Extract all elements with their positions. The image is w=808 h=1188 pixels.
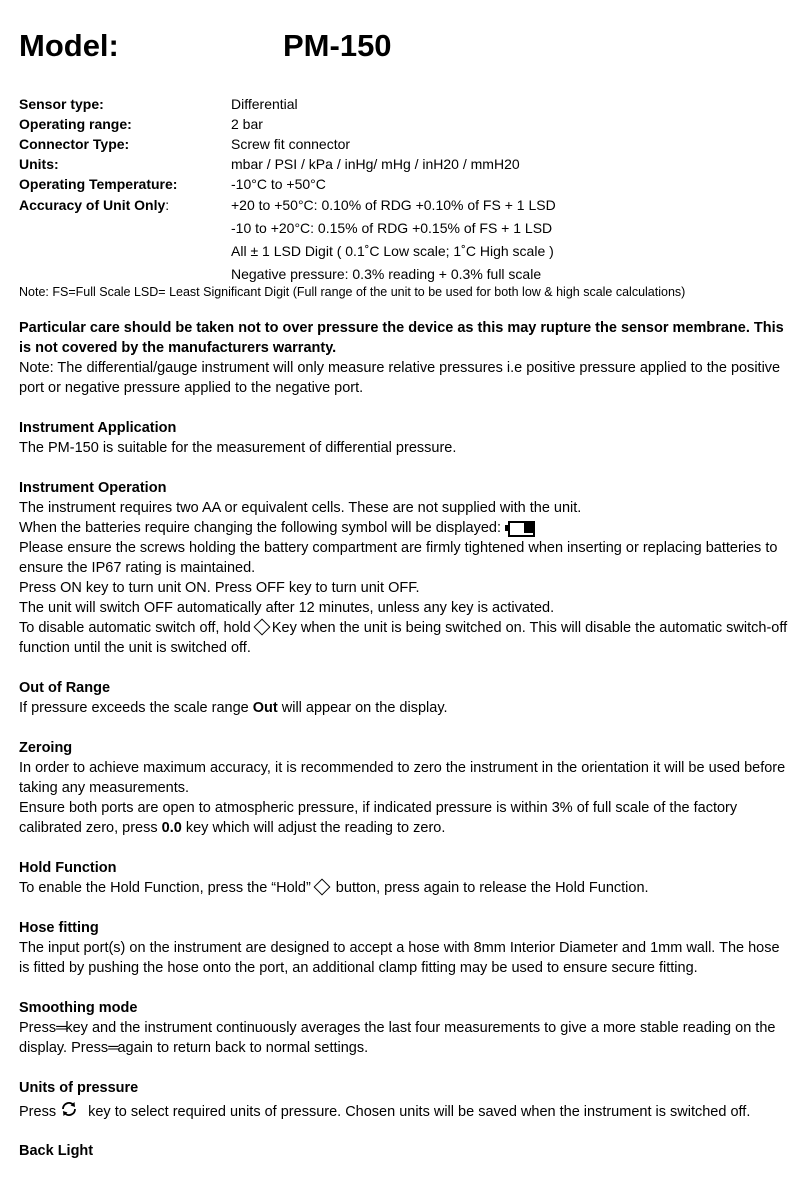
paragraph	[19, 518, 794, 538]
warning-text: Particular care should be taken not to over pressure the device as this may rupture the sensor membrane. This is not covered by the manufacturers warranty.	[19, 320, 784, 356]
spec-value: +20 to +50°C: 0.10% of RDG +0.10% of FS + 1 LSD	[231, 197, 556, 213]
model-value: PM-150	[283, 28, 392, 63]
text-span: key which will adjust the reading to zero.	[181, 820, 446, 836]
section-heading: Out of Range	[19, 680, 111, 696]
spec-value: -10 to +20°C: 0.15% of RDG +0.15% of FS + 1 LSD	[231, 220, 553, 236]
text-span: To enable the Hold Function, press the “Hold”	[19, 880, 311, 896]
equals-key-icon: ═	[108, 1040, 118, 1056]
text-span: When the batteries require changing the following symbol will be displayed:	[19, 520, 501, 536]
paragraph	[19, 1102, 794, 1122]
diamond-key-icon	[253, 619, 270, 636]
text-span: button, press again to release the Hold Function.	[331, 880, 649, 896]
spec-label: Connector Type:	[19, 136, 130, 152]
spec-row	[19, 217, 794, 240]
cycle-key-icon	[60, 1100, 78, 1118]
spec-value: Negative pressure: 0.3% reading + 0.3% full scale	[231, 266, 542, 282]
spec-value: mbar / PSI / kPa / inHg/ mHg / inH20 / mmH20	[231, 156, 520, 172]
spec-row	[19, 240, 794, 263]
spec-value: Screw fit connector	[231, 136, 351, 152]
manual-body	[19, 318, 794, 1161]
equals-key-icon: ═	[56, 1020, 66, 1036]
paragraph	[19, 878, 794, 898]
spec-value: Differential	[231, 96, 298, 112]
text-span: key and the instrument continuously averages the last four measurements to give a more stable reading on the display. Press	[19, 1020, 776, 1056]
spec-label: Sensor type:	[19, 96, 104, 112]
spec-row	[19, 154, 794, 174]
spec-row	[19, 194, 794, 217]
section-heading: Hose fitting	[19, 920, 99, 936]
paragraph	[19, 698, 794, 718]
paragraph: In order to achieve maximum accuracy, it is recommended to zero the instrument in the orientation it will be used before taking any measurements.	[19, 760, 786, 796]
spec-label-colon: :	[165, 197, 170, 213]
text-span: To disable automatic switch off, hold	[19, 620, 251, 636]
paragraph: The unit will switch OFF automatically after 12 minutes, unless any key is activated.	[19, 600, 555, 616]
section-heading: Back Light	[19, 1143, 94, 1159]
section-heading: Smoothing mode	[19, 1000, 138, 1016]
text-span: will appear on the display.	[277, 700, 448, 716]
diamond-key-icon	[313, 879, 330, 896]
bold-text: Out	[252, 700, 278, 716]
section-heading: Instrument Operation	[19, 480, 167, 496]
spec-label: Units:	[19, 156, 59, 172]
text-span: Press	[19, 1020, 57, 1036]
spec-label: Operating Temperature:	[19, 176, 178, 192]
spec-label-text: Accuracy of Unit Only	[19, 197, 166, 213]
paragraph: Press ON key to turn unit ON. Press OFF key to turn unit OFF.	[19, 580, 420, 596]
text-span: Ensure both ports are open to atmospheric pressure, if indicated pressure is within 3% of full scale of the factory calibrated zero, press	[19, 800, 738, 836]
spec-value: -10°C to +50°C	[231, 176, 326, 192]
paragraph: Please ensure the screws holding the battery compartment are firmly tightened when inserting or replacing batteries to ensure the IP67 rating is maintained.	[19, 540, 778, 576]
page-title	[19, 26, 392, 66]
low-battery-icon	[505, 521, 535, 535]
paragraph	[19, 618, 794, 658]
text-span: If pressure exceeds the scale range	[19, 700, 253, 716]
warning-note: Note: The differential/gauge instrument will only measure relative pressures i.e positive pressure applied to the positive port or negative pressure applied to the negative port.	[19, 360, 781, 396]
spec-table	[19, 94, 794, 286]
section-heading: Zeroing	[19, 740, 73, 756]
spec-row	[19, 134, 794, 154]
section-heading: Hold Function	[19, 860, 117, 876]
spec-label: Operating range:	[19, 116, 132, 132]
spec-value: 2 bar	[231, 116, 263, 132]
text-span: key to select required units of pressure. Chosen units will be saved when the instrument is switched off.	[84, 1104, 751, 1120]
model-label: Model:	[19, 28, 119, 63]
section-heading: Units of pressure	[19, 1080, 139, 1096]
paragraph: The instrument requires two AA or equivalent cells. These are not supplied with the unit.	[19, 500, 582, 516]
spec-label	[19, 194, 169, 217]
spec-row	[19, 114, 794, 134]
paragraph: The input port(s) on the instrument are designed to accept a hose with 8mm Interior Diameter and 1mm wall. The hose is fitted by pushing the hose onto the port, an additional clamp fitting may be used to ensure secure fitting.	[19, 940, 780, 976]
text-span: Key when the unit is being switched on. This will disable the automatic switch-off function until the unit is switched off.	[19, 620, 788, 656]
text-span: again to return back to normal settings.	[117, 1040, 369, 1056]
section-heading: Instrument Application	[19, 420, 177, 436]
spec-note: Note: FS=Full Scale LSD= Least Significant Digit (Full range of the unit to be used for both low & high scale calculations)	[19, 285, 686, 299]
bold-text: 0.0	[161, 820, 182, 836]
spec-value: All ± 1 LSD Digit ( 0.1˚C Low scale; 1˚C High scale )	[231, 243, 554, 259]
spec-row	[19, 94, 794, 114]
text-span: Press	[19, 1104, 57, 1120]
paragraph	[19, 798, 794, 838]
paragraph: The PM-150 is suitable for the measurement of differential pressure.	[19, 440, 457, 456]
spec-row	[19, 174, 794, 194]
paragraph	[19, 1018, 794, 1058]
